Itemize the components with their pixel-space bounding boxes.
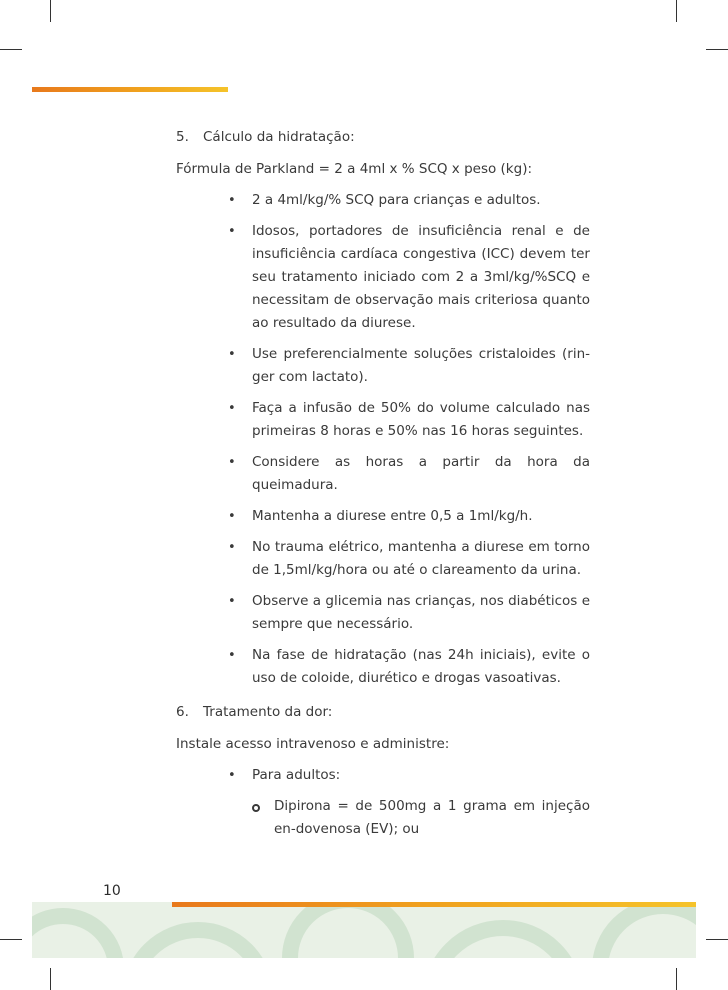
crop-mark (0, 49, 22, 50)
section-title: Tratamento da dor: (203, 704, 333, 720)
footer-accent-bar (172, 902, 696, 907)
crop-mark (50, 0, 51, 22)
footer-decorative-band (32, 902, 696, 958)
page-content (176, 126, 590, 841)
section-number: 5. (176, 129, 189, 145)
section-5-heading (176, 126, 590, 149)
crop-mark (706, 939, 728, 940)
crop-mark (676, 0, 677, 22)
list-item: • Considere as horas a partir da hora da queimadura. (176, 451, 590, 497)
list-item: • Idosos, portadores de insuficiência renal e de insuficiência cardíaca congestiva (ICC) devem ter seu tratamento iniciado com 2 a 3ml/kg/%SCQ e necessitam de observação mais criteriosa quanto ao resultado da diurese. (176, 220, 590, 335)
hydration-bullet-list (176, 189, 590, 690)
list-item: Dipirona = de 500mg a 1 grama em injeção en-dovenosa (EV); ou (176, 795, 590, 841)
list-item: • No trauma elétrico, mantenha a diurese em torno de 1,5ml/kg/hora ou até o clareamento da urina. (176, 536, 590, 582)
crop-mark (706, 49, 728, 50)
crop-mark (0, 939, 22, 940)
list-item: • Na fase de hidratação (nas 24h iniciais), evite o uso de coloide, diurético e drogas vasoativas. (176, 644, 590, 690)
section-title: Cálculo da hidratação: (203, 129, 355, 145)
parkland-formula: Fórmula de Parkland = 2 a 4ml x % SCQ x peso (kg): (176, 161, 533, 177)
list-item: • 2 a 4ml/kg/% SCQ para crianças e adultos. (176, 189, 590, 212)
section-number: 6. (176, 704, 189, 720)
crop-mark (676, 968, 677, 990)
pain-bullet-list (176, 764, 590, 787)
list-item: • Use preferencialmente soluções cristaloides (rin-ger com lactato). (176, 343, 590, 389)
list-item: • Faça a infusão de 50% do volume calculado nas primeiras 8 horas e 50% nas 16 horas seguintes. (176, 397, 590, 443)
section-6-heading (176, 701, 590, 724)
list-item: • Observe a glicemia nas crianças, nos diabéticos e sempre que necessário. (176, 590, 590, 636)
list-item: • Para adultos: (176, 764, 590, 787)
adult-dosage-list (176, 795, 590, 841)
pain-treatment-intro: Instale acesso intravenoso e administre: (176, 736, 450, 752)
page-number: 10 (103, 883, 121, 899)
header-accent-bar (32, 87, 228, 92)
list-item: • Mantenha a diurese entre 0,5 a 1ml/kg/h. (176, 505, 590, 528)
crop-mark (50, 968, 51, 990)
